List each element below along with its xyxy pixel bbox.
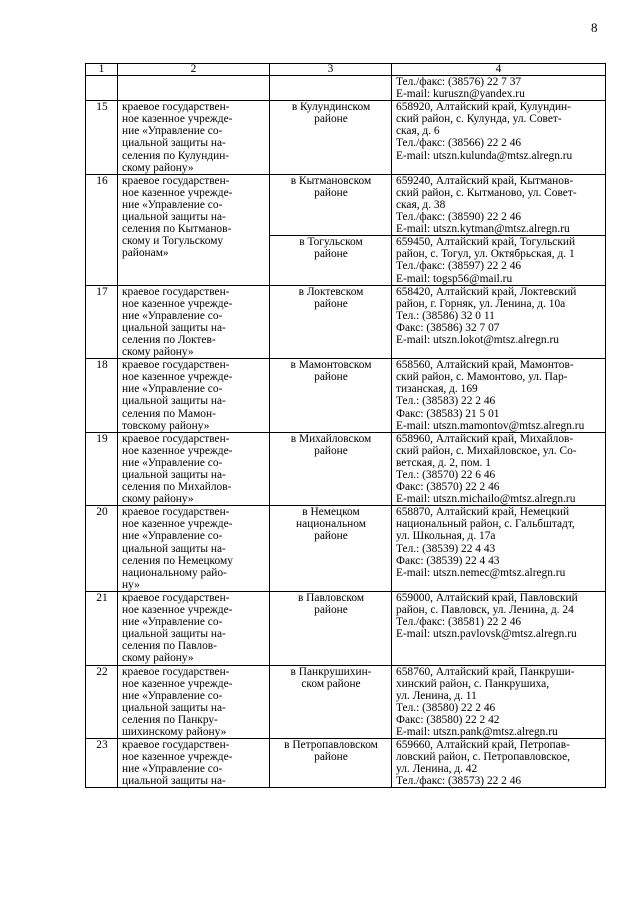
institution-name-line: ное казенное учрежде-	[122, 186, 233, 199]
district-line: в Тогульском	[299, 236, 363, 249]
institution-name-line: скому району»	[122, 346, 194, 359]
row-number-cell: 22	[86, 665, 118, 739]
table-row	[86, 359, 606, 433]
table-row	[86, 285, 606, 359]
contact-line: ул. Ленина, д. 11	[396, 689, 477, 702]
institution-name-line: ное казенное учрежде-	[122, 444, 233, 457]
institution-name-line: краевое государствен-	[122, 432, 230, 445]
institution-name-line: краевое государствен-	[122, 285, 230, 298]
contact-cell	[392, 285, 606, 359]
institution-name-line: ние «Управление со-	[122, 198, 223, 211]
page-number: 8	[591, 20, 598, 35]
row-number-cell: 19	[86, 432, 118, 506]
contact-line: 658420, Алтайский край, Локтевский	[396, 285, 577, 298]
district-line: в Мамонтовском	[290, 359, 372, 372]
district-cell	[270, 665, 392, 739]
column-number-1: 1	[86, 64, 118, 76]
table-row	[86, 665, 606, 739]
institution-name-line: краевое государствен-	[122, 506, 230, 519]
contact-line: E-mail: utszn.pavlovsk@mtsz.alregn.ru	[396, 628, 577, 641]
institution-name-line: ное казенное учрежде-	[122, 677, 233, 690]
district-line: в Кулундинском	[291, 101, 371, 114]
institution-name-cell	[118, 285, 270, 359]
contact-line: Тел./факс: (38566) 22 2 46	[396, 137, 522, 150]
institution-name-line: селения по Михайлов-	[122, 481, 232, 494]
row-number-cell: 18	[86, 359, 118, 433]
district-line: районе	[314, 248, 348, 261]
contact-line: хинский район, с. Панкрушиха,	[396, 677, 550, 690]
institution-name-line: товскому району»	[122, 419, 210, 432]
contact-line: ский район, с. Михайловское, ул. Со-	[396, 444, 577, 457]
district-cell	[270, 506, 392, 592]
institution-name-line: ное казенное учрежде-	[122, 297, 233, 310]
institution-name-line: циальной защиты на-	[122, 321, 226, 334]
contact-line: E-mail: utszn.michailo@mtsz.alregn.ru	[396, 493, 576, 506]
district-line: в Панкрушихин-	[290, 665, 372, 678]
contact-line: ул. Ленина, д. 42	[396, 763, 478, 776]
contact-line: 659000, Алтайский край, Павловский	[396, 591, 578, 604]
institution-name-line: краевое государствен-	[122, 174, 230, 187]
institution-name-line: ное казенное учрежде-	[122, 113, 233, 126]
institution-name-line: краевое государствен-	[122, 665, 230, 678]
district-line: районе	[314, 371, 348, 384]
contact-line: ский район, с. Кытманово, ул. Совет-	[396, 186, 577, 199]
contact-line: район, г. Горняк, ул. Ленина, д. 10а	[396, 297, 566, 310]
contact-line: E-mail: utszn.kulunda@mtsz.alregn.ru	[396, 149, 573, 162]
institution-name-line: ние «Управление со-	[122, 616, 223, 629]
contact-line: E-mail: utszn.kytman@mtsz.alregn.ru	[396, 223, 570, 236]
institution-name-cell	[118, 359, 270, 433]
institution-name-line: районам»	[122, 247, 169, 260]
contact-cell	[392, 739, 606, 788]
institution-name-line: селения по Павлов-	[122, 640, 217, 653]
institution-name-line: ное казенное учрежде-	[122, 518, 233, 531]
contact-line: ская, д. 6	[396, 125, 440, 138]
district-cell	[270, 285, 392, 359]
row-number-cell: 20	[86, 506, 118, 592]
institution-name-line: селения по Панкру-	[122, 713, 218, 726]
contact-line: тизанская, д. 169	[396, 383, 478, 396]
district-line: районе	[314, 444, 348, 457]
institution-name-line: краевое государствен-	[122, 101, 230, 114]
institution-name-line: скому району»	[122, 161, 194, 174]
district-cell	[270, 739, 392, 788]
district-line: ском районе	[301, 677, 361, 690]
institution-name-line: ное казенное учрежде-	[122, 751, 233, 764]
institution-name-line: ние «Управление со-	[122, 125, 223, 138]
institution-name-cell	[118, 739, 270, 788]
institution-name-line: циальной защиты на-	[122, 211, 226, 224]
contact-line: Тел./факс: (38581) 22 2 46	[396, 616, 522, 629]
institution-name-line: краевое государствен-	[122, 359, 230, 372]
column-number-4: 4	[392, 64, 606, 76]
institution-name-line: скому району»	[122, 493, 194, 506]
institution-name-line: селения по Мамон-	[122, 407, 216, 420]
institution-name-line: циальной защиты на-	[122, 469, 226, 481]
contact-line: 659660, Алтайский край, Петропав-	[396, 739, 570, 752]
contact-line: Факс: (38586) 32 7 07	[396, 321, 500, 334]
contact-line: Тел.: (38539) 22 4 43	[396, 542, 496, 555]
institution-name-cell	[118, 506, 270, 592]
district-cell	[270, 101, 392, 175]
contact-line: Факс: (38580) 22 2 42	[396, 713, 500, 726]
contact-line: ул. Школьная, д. 17а	[396, 530, 496, 543]
contact-cell	[392, 101, 606, 175]
district-line: в Локтевском	[298, 285, 364, 298]
contact-line: Тел./факс: (38590) 22 2 46	[396, 211, 522, 224]
contact-cell	[392, 76, 606, 101]
contact-line: Тел./факс: (38576) 22 7 37	[396, 76, 522, 88]
district-line: районе	[314, 113, 348, 126]
institution-name-line: селения по Кытманов-	[122, 223, 232, 236]
institution-name-line: краевое государствен-	[122, 591, 230, 604]
institution-name-cell	[118, 665, 270, 739]
contact-cell	[392, 359, 606, 433]
contact-cell	[392, 236, 606, 285]
row-number-cell: 17	[86, 285, 118, 359]
district-cell	[270, 76, 392, 101]
institution-name-line: циальной защиты на-	[122, 701, 226, 714]
institution-name-cell	[118, 101, 270, 175]
institution-name-line: скому и Тогульскому	[122, 235, 224, 248]
district-line: в Кытмановском	[290, 174, 372, 187]
institution-name-line: ние «Управление со-	[122, 763, 223, 776]
contact-line: район, с. Павловск, ул. Ленина, д. 24	[396, 604, 574, 617]
contact-line: Факс: (38583) 21 5 01	[396, 407, 500, 420]
institution-name-line: ние «Управление со-	[122, 309, 223, 322]
row-number-cell: 15	[86, 101, 118, 175]
row-number-cell: 16	[86, 174, 118, 285]
row-number-cell	[86, 76, 118, 101]
contact-line: E-mail: utszn.nemec@mtsz.alregn.ru	[396, 566, 566, 579]
institution-name-line: селения по Локтев-	[122, 333, 216, 346]
contact-line: Тел.: (38580) 22 2 46	[396, 701, 496, 714]
institution-name-line: ние «Управление со-	[122, 456, 223, 469]
institution-name-line: циальной защиты на-	[122, 137, 226, 150]
contact-line: Тел./факс: (38597) 22 2 46	[396, 260, 522, 273]
contact-line: E-mail: utszn.mamontov@mtsz.alregn.ru	[396, 419, 585, 432]
institution-name-line: шихинскому району»	[122, 725, 227, 738]
contact-line: E-mail: kuruszn@yandex.ru	[396, 88, 525, 101]
contact-line: Тел./факс: (38573) 22 2 46	[396, 775, 522, 788]
district-cell	[270, 591, 392, 665]
institution-name-cell	[118, 432, 270, 506]
contact-line: 659450, Алтайский край, Тогульский	[396, 236, 576, 249]
institution-name-line: ние «Управление со-	[122, 383, 223, 396]
contact-line: ский район, с. Мамонтово, ул. Пар-	[396, 371, 568, 384]
table-row	[86, 101, 606, 175]
contact-cell	[392, 174, 606, 235]
institution-name-line: ное казенное учрежде-	[122, 604, 233, 617]
district-line: в Михайловском	[290, 432, 372, 445]
table-row	[86, 739, 606, 788]
contact-line: район, с. Тогул, ул. Октябрьская, д. 1	[396, 248, 575, 261]
institution-name-line: краевое государствен-	[122, 739, 230, 752]
contact-line: Тел.: (38570) 22 6 46	[396, 469, 496, 481]
table-row	[86, 432, 606, 506]
institutions-table	[85, 63, 606, 788]
district-cell	[270, 359, 392, 433]
contact-line: 658960, Алтайский край, Михайлов-	[396, 432, 574, 445]
district-line: национальном	[296, 518, 366, 531]
institution-name-cell	[118, 174, 270, 285]
district-cell	[270, 432, 392, 506]
contact-cell	[392, 591, 606, 665]
district-cell	[270, 174, 392, 235]
contact-line: 659240, Алтайский край, Кытманов-	[396, 174, 574, 187]
district-line: районе	[314, 297, 348, 310]
table-row	[86, 591, 606, 665]
institution-name-line: ное казенное учрежде-	[122, 371, 233, 384]
institution-name-line: циальной защиты на-	[122, 628, 226, 641]
contact-line: 658760, Алтайский край, Панкруши-	[396, 665, 575, 678]
contact-line: ская, д. 38	[396, 198, 446, 211]
institution-name-line: циальной защиты на-	[122, 775, 226, 788]
contact-cell	[392, 506, 606, 592]
institution-name-line: селения по Кулундин-	[122, 149, 230, 162]
institution-name-line: ние «Управление со-	[122, 530, 223, 543]
district-line: в Немецком	[302, 506, 360, 519]
institution-name-line: национальному райо-	[122, 566, 227, 579]
contact-line: 658870, Алтайский край, Немецкий	[396, 506, 570, 519]
district-line: районе	[314, 530, 348, 543]
contact-line: E-mail: utszn.pank@mtsz.alregn.ru	[396, 725, 558, 738]
contact-line: Факс: (38539) 22 4 43	[396, 554, 500, 567]
contact-line: ловский район, с. Петропавловское,	[396, 751, 571, 764]
column-number-header-row	[86, 64, 606, 76]
contact-cell	[392, 432, 606, 506]
contact-line: Факс: (38570) 22 2 46	[396, 481, 500, 494]
contact-line: ский район, с. Кулунда, ул. Совет-	[396, 113, 562, 126]
row-number-cell: 23	[86, 739, 118, 788]
institution-name-line: циальной защиты на-	[122, 542, 226, 555]
contact-cell	[392, 665, 606, 739]
institution-name-cell	[118, 591, 270, 665]
contact-line: Тел.: (38586) 32 0 11	[396, 309, 495, 322]
institution-name-cell	[118, 76, 270, 101]
contact-line: E-mail: utszn.lokot@mtsz.alregn.ru	[396, 333, 559, 346]
table-row	[86, 174, 606, 235]
institution-name-line: селения по Немецкому	[122, 554, 233, 567]
district-line: районе	[314, 186, 348, 199]
district-line: в Петропавловском	[284, 739, 378, 752]
contact-line: 658920, Алтайский край, Кулундин-	[396, 101, 571, 114]
column-number-2: 2	[118, 64, 270, 76]
contact-line: ветская, д. 2, пом. 1	[396, 456, 491, 469]
district-line: районе	[314, 604, 348, 617]
district-cell	[270, 236, 392, 285]
institution-name-line: ние «Управление со-	[122, 689, 223, 702]
institution-name-line: ну»	[122, 578, 140, 591]
table-row	[86, 506, 606, 592]
contact-line: национальный район, с. Гальбштадт,	[396, 518, 575, 531]
district-line: районе	[314, 751, 348, 764]
contact-line: Тел.: (38583) 22 2 46	[396, 395, 496, 408]
column-number-3: 3	[270, 64, 392, 76]
district-line: в Павловском	[297, 591, 365, 604]
contact-line: E-mail: togsp56@mail.ru	[396, 272, 513, 285]
institution-name-line: циальной защиты на-	[122, 395, 226, 408]
contact-line: 658560, Алтайский край, Мамонтов-	[396, 359, 574, 372]
continued-row	[86, 76, 606, 101]
institution-name-line: скому району»	[122, 652, 194, 665]
row-number-cell: 21	[86, 591, 118, 665]
